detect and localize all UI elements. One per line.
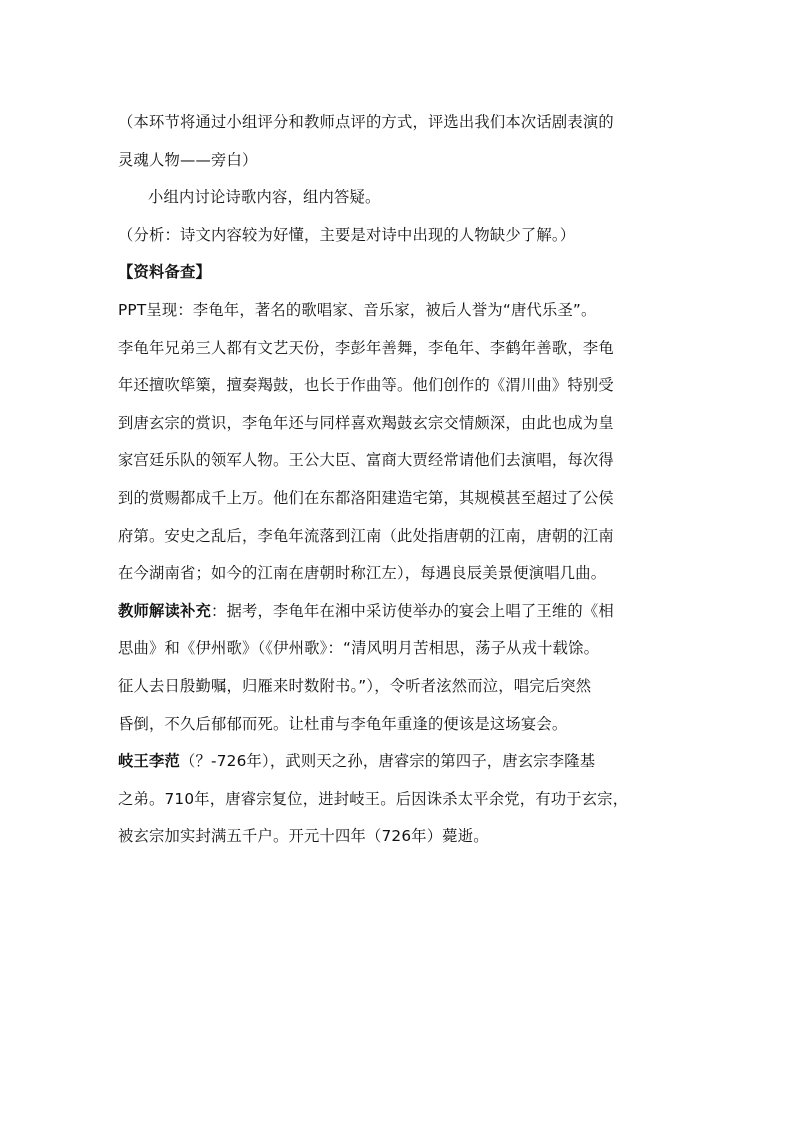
paragraph-line: 灵魂人物——旁白） [118, 150, 258, 169]
paragraph-line: 征人去日殷勤嘱，归雁来时数附书。”），令听者泫然而泣，唱完后突然 [118, 676, 592, 695]
section-heading: 【资料备查】 [118, 263, 211, 282]
paragraph-line: 府第。安史之乱后，李龟年流落到江南（此处指唐朝的江南，唐朝的江南 [118, 526, 614, 545]
paragraph-line: 年还擅吹筚篥，擅奏羯鼓，也长于作曲等。他们创作的《渭川曲》特别受 [118, 376, 614, 395]
paragraph-line: PPT呈现：李龟年，著名的歌唱家、音乐家，被后人誉为“唐代乐圣”。 [118, 300, 597, 319]
paragraph-line: 李龟年兄弟三人都有文艺天份，李彭年善舞，李龟年、李鹤年善歌，李龟 [118, 338, 614, 357]
prince-note-text: （？-726年），武则天之孙，唐睿宗的第四子，唐玄宗李隆基 [180, 752, 596, 771]
paragraph-line: 思曲》和《伊州歌》（《伊州歌》：“清风明月苦相思，荡子从戎十载馀。 [118, 639, 600, 658]
paragraph-line: 到的赏赐都成千上万。他们在东都洛阳建造宅第，其规模甚至超过了公侯 [118, 488, 614, 507]
paragraph-line: （本环节将通过小组评分和教师点评的方式，评选出我们本次话剧表演的 [118, 113, 614, 131]
paragraph-line: 家宫廷乐队的领军人物。王公大臣、富商大贾经常请他们去演唱，每次得 [118, 451, 614, 470]
prince-note-line [118, 743, 690, 781]
paragraph-line: 小组内讨论诗歌内容，组内答疑。 [148, 188, 381, 207]
paragraph-line: （分析：诗文内容较为好懂，主要是对诗中出现的人物缺少了解。） [118, 225, 576, 244]
teacher-note-line [118, 593, 690, 631]
paragraph-line: 昏倒，不久后郁郁而死。让杜甫与李龟年重逢的便该是这场宴会。 [118, 714, 568, 733]
paragraph-line: 之弟。710年，唐睿宗复位，进封岐王。后因诛杀太平余党，有功于玄宗， [118, 789, 629, 808]
teacher-note-text: ：据考，李龟年在湘中采访使举办的宴会上唱了王维的《相 [210, 601, 614, 620]
paragraph-line: 在今湖南省；如今的江南在唐朝时称江左），每遇良辰美景便演唱几曲。 [118, 564, 607, 583]
paragraph-line: 到唐玄宗的赏识，李龟年还与同样喜欢羯鼓玄宗交情颇深，由此也成为皇 [118, 413, 614, 432]
teacher-note-label: 教师解读补充 [118, 601, 211, 620]
prince-note-label: 岐王李范 [118, 752, 180, 771]
document-page [118, 104, 690, 856]
paragraph-line: 被玄宗加实封满五千户。开元十四年（726年）薨逝。 [118, 827, 489, 846]
